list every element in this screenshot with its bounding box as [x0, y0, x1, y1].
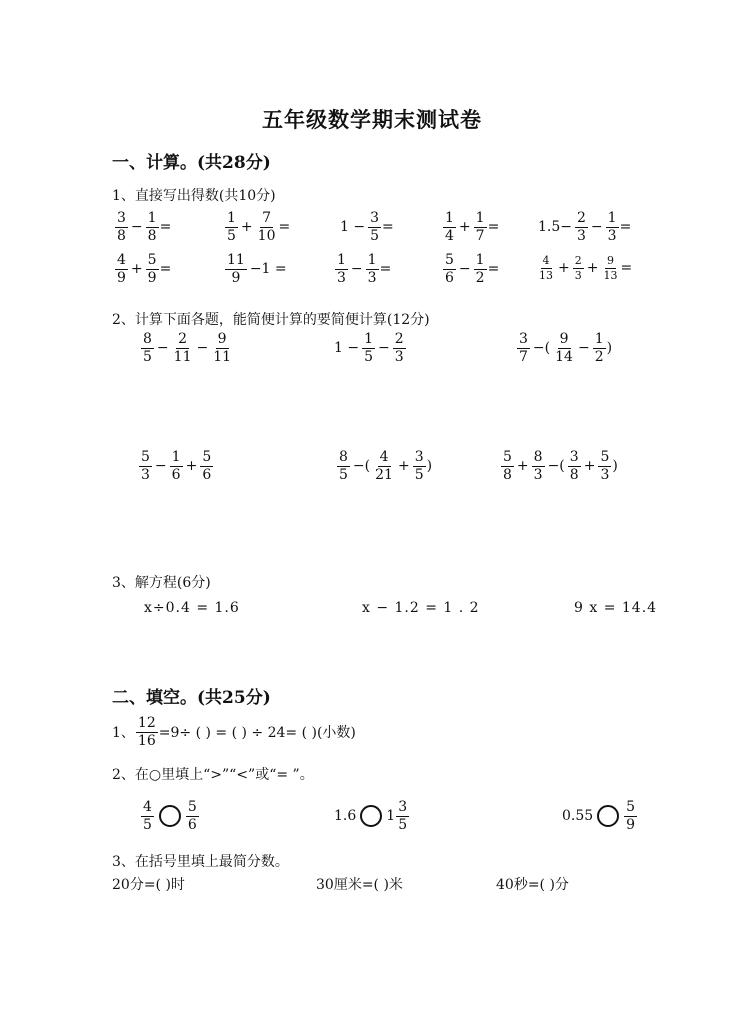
- equation-1: x÷0.4 = 1.6: [144, 600, 240, 616]
- q1-r2-item3: $\frac{1}{3}$ − $\frac{1}{3}$ =: [337, 252, 392, 286]
- q2-item2: 1 − $\frac{1}{5}$ − $\frac{2}{3}$: [334, 331, 404, 365]
- q1-r1-item3: 1 − $\frac{3}{5}$ =: [340, 210, 394, 244]
- compare-circle-2[interactable]: [360, 805, 382, 827]
- fill-q3-label: 3、在括号里填上最简分数。: [112, 854, 289, 870]
- page-title: 五年级数学期末测试卷: [262, 107, 482, 132]
- q1-r1-item5: 1.5− $\frac{2}{3}$ − $\frac{1}{3}$ =: [538, 210, 632, 244]
- q2-item3: $\frac{3}{7}$ −( $\frac{9}{14}$ − $\frac{1}{2}$ ): [519, 331, 613, 365]
- compare-3: 0.55 $\frac{5}{9}$: [562, 799, 636, 833]
- q2-item6: $\frac{5}{8}$ + $\frac{8}{3}$ −( $\frac{3}{8}$ + $\frac{5}{3}$ ): [503, 449, 618, 483]
- fill-q1: 1、 $\frac{12}{16}$ =9÷ ( ) = ( ) ÷ 24= ( )(小数): [112, 715, 356, 749]
- q1-r2-item2: $\frac{11}{9}$ −1 =: [227, 252, 287, 286]
- compare-2: 1.6 1 $\frac{3}{5}$: [334, 799, 408, 833]
- q3-label: 3、解方程(6分): [112, 575, 211, 591]
- compare-1: $\frac{4}{5}$ $\frac{5}{6}$: [143, 799, 197, 833]
- section-1-heading: 一、计算。(共28分): [112, 153, 271, 173]
- q1-r2-item4: $\frac{5}{6}$ − $\frac{1}{2}$ =: [445, 252, 500, 286]
- q1-r2-item1: $\frac{4}{9}$ + $\frac{5}{9}$ =: [117, 252, 172, 286]
- fill-q3-item2: 30厘米=( )米: [316, 877, 403, 893]
- q2-label: 2、计算下面各题，能简便计算的要简便计算(12分): [112, 312, 430, 328]
- q1-r1-item4: $\frac{1}{4}$ + $\frac{1}{7}$ =: [445, 210, 500, 244]
- fill-q3-item3: 40秒=( )分: [496, 877, 569, 893]
- q1-r1-item2: $\frac{1}{5}$ + $\frac{7}{10}$ =: [227, 210, 291, 244]
- q2-item5: $\frac{8}{5}$ −( $\frac{4}{21}$ + $\frac{3}{5}$ ): [339, 449, 433, 483]
- equation-2: x − 1.2 = 1 . 2: [362, 600, 480, 616]
- equation-3: 9 x = 14.4: [574, 600, 658, 616]
- fill-q3-item1: 20分=( )时: [112, 877, 185, 893]
- compare-circle-3[interactable]: [597, 805, 619, 827]
- fill-q2-label: 2、在○里填上“>”“<”或“= ”。: [112, 767, 314, 783]
- section-2-heading: 二、填空。(共25分): [112, 688, 271, 708]
- q1-r1-item1: $\frac{3}{8}$ − $\frac{1}{8}$ =: [117, 210, 172, 244]
- compare-circle-1[interactable]: [159, 805, 181, 827]
- q2-item1: $\frac{8}{5}$ − $\frac{2}{11}$ − $\frac{9}{11}$: [143, 331, 232, 365]
- q1-r2-item5: $\frac{4}{13}$ + $\frac{2}{3}$ + $\frac{9}{13}$ =: [539, 254, 633, 282]
- q2-item4: $\frac{5}{3}$ − $\frac{1}{6}$ + $\frac{5}{6}$: [141, 449, 212, 483]
- q1-label: 1、直接写出得数(共10分): [112, 188, 276, 204]
